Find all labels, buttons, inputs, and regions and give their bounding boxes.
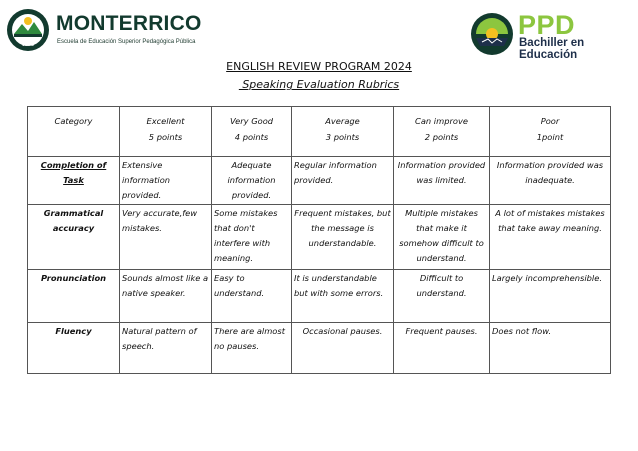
document-subtitle: Speaking Evaluation Rubrics <box>238 78 400 91</box>
header-excellent: Excellent 5 points <box>120 107 212 157</box>
rubric-cell: Information provided was inadequate. <box>490 157 611 205</box>
rubric-cell: Difficult to understand. <box>394 270 490 323</box>
rubric-table <box>27 106 611 374</box>
rubric-cell: It is understandable but with some errors. <box>292 270 394 323</box>
logo-right-name: PPD <box>518 10 576 40</box>
rubric-cell: A lot of mistakes mistakes that take away meaning. <box>490 205 611 270</box>
rubric-cell: Largely incomprehensible. <box>490 270 611 323</box>
header-category: Category <box>28 107 120 157</box>
logo-right-line2: Bachiller en <box>519 37 585 49</box>
header-poor: Poor 1point <box>490 107 611 157</box>
ppd-logo <box>470 10 630 61</box>
rubric-cell: Easy to understand. <box>212 270 292 323</box>
document-title: ENGLISH REVIEW PROGRAM 2024 <box>226 60 412 73</box>
ppd-emblem-icon <box>470 12 514 56</box>
rubric-cell: Information provided was limited. <box>394 157 490 205</box>
table-row <box>28 205 611 270</box>
rubric-cell: Some mistakes that don't interfere with meaning. <box>212 205 292 270</box>
monterrico-emblem-icon <box>6 8 50 52</box>
rubric-cell: Frequent pauses. <box>394 323 490 374</box>
rubric-cell: Regular information provided. <box>292 157 394 205</box>
logo-left-subtitle: Escuela de Educación Superior Pedagógica Pública <box>57 39 196 45</box>
monterrico-logo <box>6 8 202 56</box>
rubric-cell: Adequate information provided. <box>212 157 292 205</box>
rubric-cell: There are almost no pauses. <box>212 323 292 374</box>
emblem-year: 1979 <box>21 42 35 48</box>
table-row <box>28 323 611 374</box>
header-row <box>28 107 611 157</box>
rubric-cell: Frequent mistakes, but the message is understandable. <box>292 205 394 270</box>
rubric-cell: Extensive information provided. <box>120 157 212 205</box>
logo-right-line3: Educación <box>519 49 578 61</box>
category-cell: Pronunciation <box>28 270 120 323</box>
category-cell: Completion of Task <box>28 157 120 205</box>
rubric-cell: Does not flow. <box>490 323 611 374</box>
header-average: Average 3 points <box>292 107 394 157</box>
category-cell: Fluency <box>28 323 120 374</box>
rubric-cell: Very accurate,few mistakes. <box>120 205 212 270</box>
rubric-cell: Natural pattern of speech. <box>120 323 212 374</box>
table-row <box>28 157 611 205</box>
rubric-cell: Occasional pauses. <box>292 323 394 374</box>
rubric-cell: Sounds almost like a native speaker. <box>120 270 212 323</box>
header-very-good: Very Good 4 points <box>212 107 292 157</box>
rubric-cell: Multiple mistakes that make it somehow difficult to understand. <box>394 205 490 270</box>
category-cell: Grammatical accuracy <box>28 205 120 270</box>
logo-left-name: MONTERRICO <box>56 12 202 35</box>
table-row <box>28 270 611 323</box>
header-can-improve: Can improve 2 points <box>394 107 490 157</box>
